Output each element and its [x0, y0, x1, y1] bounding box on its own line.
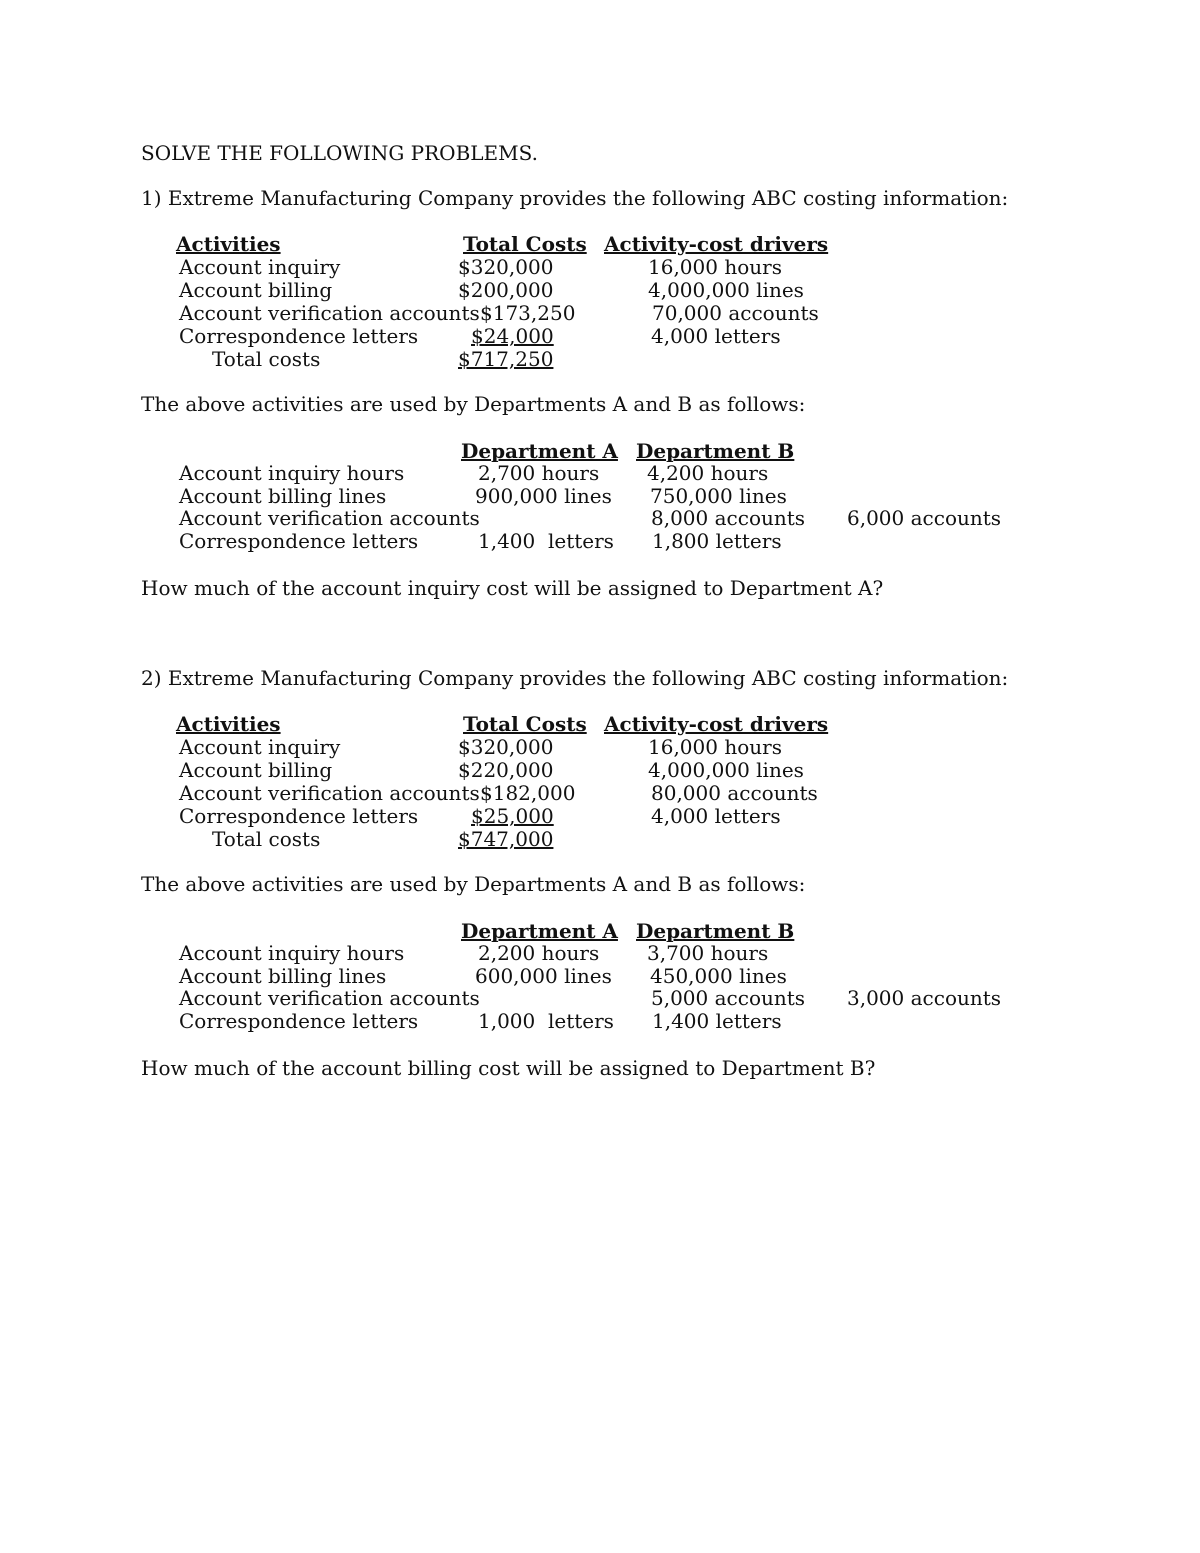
- usage-dept-b: 3,000 accounts: [847, 986, 1002, 1010]
- activity-name: Correspondence letters: [179, 324, 419, 348]
- activity-name: Account billing: [179, 758, 333, 782]
- activity-driver: 80,000 accounts: [651, 781, 818, 805]
- activity-driver: 4,000 letters: [651, 324, 781, 348]
- activity-cost: $182,000: [480, 781, 576, 805]
- cost-drivers-header: Activity-cost drivers: [604, 712, 829, 736]
- activity-name: Account billing: [179, 278, 333, 302]
- usage-dept-b: 750,000 lines: [650, 484, 787, 508]
- cost-drivers-header: Activity-cost drivers: [604, 232, 829, 256]
- usage-intro: The above activities are used by Departments A and B as follows:: [141, 872, 806, 896]
- department-b-header: Department B: [636, 919, 795, 943]
- total-costs-value: $717,250: [458, 347, 554, 371]
- usage-label: Correspondence letters: [179, 529, 419, 553]
- activities-header: Activities: [176, 232, 281, 256]
- total-costs-value: $747,000: [458, 827, 554, 851]
- usage-dept-a: 1,400 letters: [478, 529, 614, 553]
- activity-name: Account inquiry: [179, 255, 341, 279]
- department-a-header: Department A: [461, 919, 618, 943]
- usage-label: Account inquiry hours: [179, 941, 405, 965]
- usage-label: Account inquiry hours: [179, 461, 405, 485]
- usage-dept-a: 5,000 accounts: [651, 986, 806, 1010]
- usage-dept-a: 900,000 lines: [475, 484, 612, 508]
- activity-driver: 16,000 hours: [648, 735, 782, 759]
- activity-name: Correspondence letters: [179, 804, 419, 828]
- usage-dept-b: 450,000 lines: [650, 964, 787, 988]
- activity-name: Account verification accounts: [179, 781, 480, 805]
- activity-cost: $200,000: [458, 278, 554, 302]
- usage-dept-b: 3,700 hours: [647, 941, 769, 965]
- activity-driver: 4,000 letters: [651, 804, 781, 828]
- activities-header: Activities: [176, 712, 281, 736]
- page-heading: SOLVE THE FOLLOWING PROBLEMS.: [141, 141, 538, 165]
- problem-intro: 1) Extreme Manufacturing Company provides the following ABC costing information:: [141, 186, 1009, 210]
- activity-driver: 4,000,000 lines: [648, 758, 804, 782]
- activity-cost: $320,000: [458, 735, 554, 759]
- usage-label: Account verification accounts: [179, 986, 480, 1010]
- total-costs-header: Total Costs: [463, 232, 587, 256]
- department-a-header: Department A: [461, 439, 618, 463]
- problem-question: How much of the account billing cost will be assigned to Department B?: [141, 1056, 876, 1080]
- usage-dept-b: 1,800 letters: [652, 529, 782, 553]
- usage-label: Account billing lines: [179, 484, 387, 508]
- usage-intro: The above activities are used by Departments A and B as follows:: [141, 392, 806, 416]
- total-costs-label: Total costs: [212, 827, 321, 851]
- usage-label: Account billing lines: [179, 964, 387, 988]
- usage-dept-b: 4,200 hours: [647, 461, 769, 485]
- total-costs-label: Total costs: [212, 347, 321, 371]
- usage-dept-a: 8,000 accounts: [651, 506, 806, 530]
- activity-name: Account inquiry: [179, 735, 341, 759]
- activity-driver: 4,000,000 lines: [648, 278, 804, 302]
- activity-cost: $220,000: [458, 758, 554, 782]
- activity-driver: 16,000 hours: [648, 255, 782, 279]
- usage-dept-a: 2,200 hours: [478, 941, 600, 965]
- usage-dept-b: 1,400 letters: [652, 1009, 782, 1033]
- usage-dept-a: 600,000 lines: [475, 964, 612, 988]
- activity-cost: $24,000: [471, 324, 554, 348]
- usage-dept-a: 2,700 hours: [478, 461, 600, 485]
- department-b-header: Department B: [636, 439, 795, 463]
- usage-label: Correspondence letters: [179, 1009, 419, 1033]
- activity-cost: $25,000: [471, 804, 554, 828]
- activity-cost: $173,250: [480, 301, 576, 325]
- usage-dept-b: 6,000 accounts: [847, 506, 1002, 530]
- problem-question: How much of the account inquiry cost will be assigned to Department A?: [141, 576, 884, 600]
- activity-cost: $320,000: [458, 255, 554, 279]
- usage-dept-a: 1,000 letters: [478, 1009, 614, 1033]
- usage-label: Account verification accounts: [179, 506, 480, 530]
- problem-intro: 2) Extreme Manufacturing Company provides the following ABC costing information:: [141, 666, 1009, 690]
- activity-name: Account verification accounts: [179, 301, 480, 325]
- total-costs-header: Total Costs: [463, 712, 587, 736]
- activity-driver: 70,000 accounts: [652, 301, 819, 325]
